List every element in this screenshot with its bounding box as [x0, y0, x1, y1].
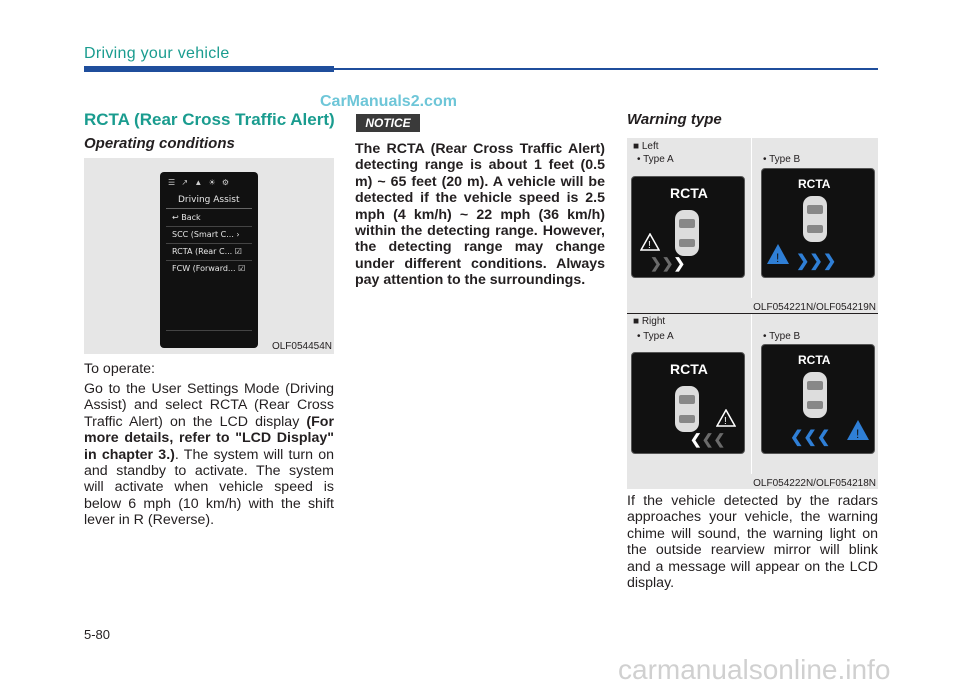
lcd-icon-row: ☰ ↗ ▲ ☀ ⚙: [168, 178, 232, 187]
figure-code: OLF054454N: [271, 341, 332, 352]
car-icon: [800, 369, 830, 421]
back-arrow-icon: ↩: [172, 213, 182, 222]
watermark-bottom: carmanualsonline.info: [618, 654, 891, 685]
warning-type-heading: Warning type: [627, 111, 722, 128]
right-figure-code: OLF054222N/OLF054218N: [753, 478, 876, 489]
left-figure-code: OLF054221N/OLF054219N: [753, 302, 876, 313]
chevron-left-arrows-icon: ❮❮❮: [790, 429, 831, 446]
lcd-menu-fcw: FCW (Forward... ☑: [172, 264, 246, 273]
warning-triangle-icon: [640, 233, 660, 251]
svg-text:!: !: [648, 240, 651, 251]
page-number: 5-80: [84, 627, 111, 642]
warning-right-figure: [627, 314, 878, 489]
operate-paragraph: Go to the User Settings Mode (Driving Assist) and select RCTA (Rear Cross Traffic Alert) on the LCD display (For more details, refer to "LCD Display" in chapter 3.). The system will turn on and standby to activate. The system will activate when vehicle speed is below 6 mph (10 km/h) with the shift lever in R (Reverse).: [84, 381, 334, 529]
warning-paragraph: If the vehicle detected by the radars approaches your vehicle, the warning chime will sound, the warning light on the outside rearview mirror will blink and a message will appear on the LCD display.: [627, 493, 878, 592]
car-icon: [672, 383, 702, 435]
lcd-menu-rcta: RCTA (Rear C... ☑: [172, 247, 242, 256]
lcd-title: Driving Assist: [178, 195, 240, 205]
chevron-right-arrows-icon: ❯❯❯: [650, 255, 686, 271]
lcd-menu-back: ↩ Back: [172, 213, 201, 222]
warning-triangle-blue-icon: [766, 243, 790, 265]
lcd-screen: [160, 172, 258, 348]
warning-panel-right-b: RCTA ! ❮❮❮: [761, 344, 875, 454]
right-label: ■ Right: [633, 316, 666, 327]
warning-panel-right-a: RCTA ! ❮❮❮: [631, 352, 745, 454]
warning-panel-left-a: RCTA ! ❯❯❯: [631, 176, 745, 278]
header-bar: [84, 66, 334, 72]
car-icon: [672, 207, 702, 259]
svg-text:!: !: [856, 427, 860, 441]
section-title: Driving your vehicle: [84, 45, 230, 62]
chevron-right-arrows-icon: ❯❯❯: [796, 253, 837, 270]
checkbox-checked-icon: ☑: [234, 247, 242, 256]
type-a-label: • Type A: [637, 331, 674, 342]
warning-triangle-blue-icon: [846, 419, 870, 441]
chevron-left-arrows-icon: ❮❮❮: [690, 431, 726, 447]
type-a-label: • Type A: [637, 154, 674, 165]
svg-text:!: !: [724, 416, 727, 427]
svg-text:!: !: [776, 251, 780, 265]
rcta-heading: RCTA (Rear Cross Traffic Alert): [84, 110, 335, 129]
type-b-label: • Type B: [763, 154, 801, 165]
header-rule: [334, 68, 878, 70]
lcd-screen-figure: [84, 158, 334, 354]
operating-conditions-heading: Operating conditions: [84, 135, 235, 152]
notice-badge: NOTICE: [356, 114, 420, 132]
notice-text: The RCTA (Rear Cross Traffic Alert) detecting range is about 1 feet (0.5 m) ~ 65 feet (20 m). A vehicle will be detected if the vehicle speed is 2.5 mph (4 km/h) ~ 22 mph (36 km/h) within the detecting range. However, the detecting range may change under different conditions. Always pay attention to the surroundings.: [355, 141, 605, 289]
warning-left-figure: [627, 138, 878, 313]
warning-triangle-icon: [716, 409, 736, 427]
lcd-menu-scc: SCC (Smart C... ›: [172, 230, 240, 239]
car-icon: [800, 193, 830, 245]
to-operate-label: To operate:: [84, 361, 155, 377]
left-label: ■ Left: [633, 141, 659, 152]
watermark-top: CarManuals2.com: [320, 93, 457, 110]
type-b-label: • Type B: [763, 331, 801, 342]
checkbox-checked-icon: ☑: [238, 264, 246, 273]
chevron-right-icon: ›: [236, 230, 240, 239]
warning-panel-left-b: RCTA ! ❯❯❯: [761, 168, 875, 278]
